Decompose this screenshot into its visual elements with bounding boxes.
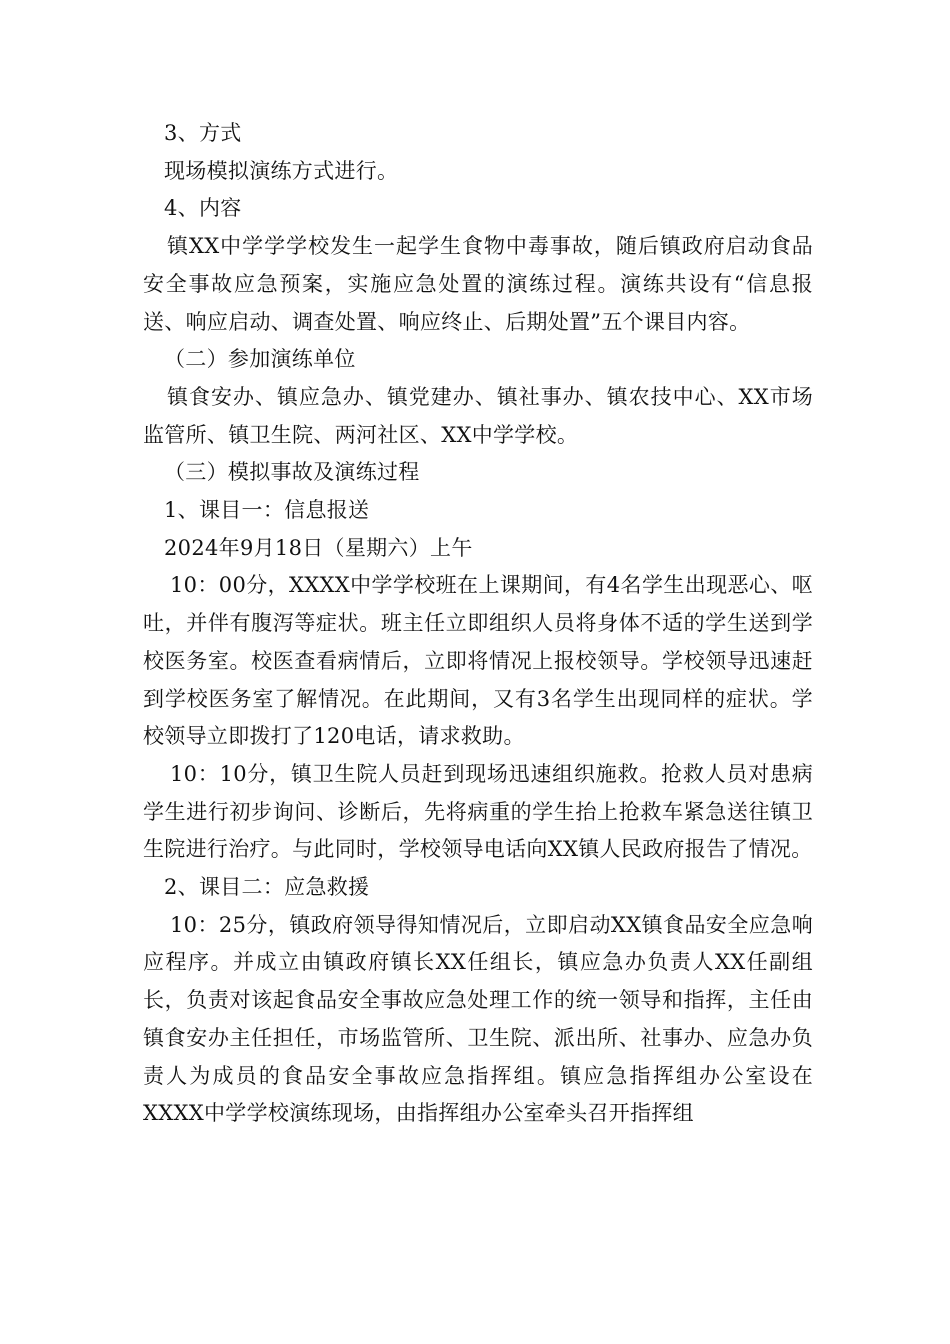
paragraph-date: 2024年9月18日（星期六）上午 <box>164 535 473 560</box>
document-body <box>143 115 813 1133</box>
heading-subject-one: 1、课目一：信息报送 <box>164 498 370 523</box>
heading-method: 3、方式 <box>164 121 242 145</box>
heading-simulated-accident: （三）模拟事故及演练过程 <box>164 460 420 485</box>
paragraph-1025: 10：25分，镇政府领导得知情况后，立即启动XX镇食品安全应急响应程序。并成立由镇政府镇长XX任组长，镇应急办负责人XX任副组长，负责对该起食品安全事故应急处理工作的统一领导和指挥，主任由镇食安办主任担任，市场监管所、卫生院、派出所、社事办、应急办负责人为成员的食品安全事故应急指挥组。镇应急指挥组办公室设在XXXX中学学校演练现场，由指挥组办公室牵头召开指挥组 <box>143 912 813 1126</box>
paragraph-content: 镇XX中学学学校发生一起学生食物中毒事故，随后镇政府启动食品安全事故应急预案，实施应急处置的演练过程。演练共设有“信息报送、响应启动、调查处置、响应终止、后期处置”五个课目内容。 <box>143 234 813 334</box>
paragraph-method: 现场模拟演练方式进行。 <box>164 158 399 183</box>
paragraph-participating-units: 镇食安办、镇应急办、镇党建办、镇社事办、镇农技中心、XX市场监管所、镇卫生院、两河社区、XX中学学校。 <box>143 384 813 447</box>
heading-content: 4、内容 <box>164 196 242 221</box>
paragraph-1010: 10：10分，镇卫生院人员赶到现场迅速组织施救。抢救人员对患病学生进行初步询问、诊断后，先将病重的学生抬上抢救车紧急送往镇卫生院进行治疗。与此同时，学校领导电话向XX镇人民政府报告了情况。 <box>143 761 813 862</box>
paragraph-1000: 10：00分，XXXX中学学校班在上课期间，有4名学生出现恶心、呕吐，并伴有腹泻等症状。班主任立即组织人员将身体不适的学生送到学校医务室。校医查看病情后，立即将情况上报校领导。学校领导迅速赶到学校医务室了解情况。在此期间，又有3名学生出现同样的症状。学校领导立即拨打了120电话，请求救助。 <box>143 573 813 749</box>
heading-participating-units: （二）参加演练单位 <box>164 347 356 372</box>
heading-subject-two: 2、课目二：应急救援 <box>164 875 370 900</box>
